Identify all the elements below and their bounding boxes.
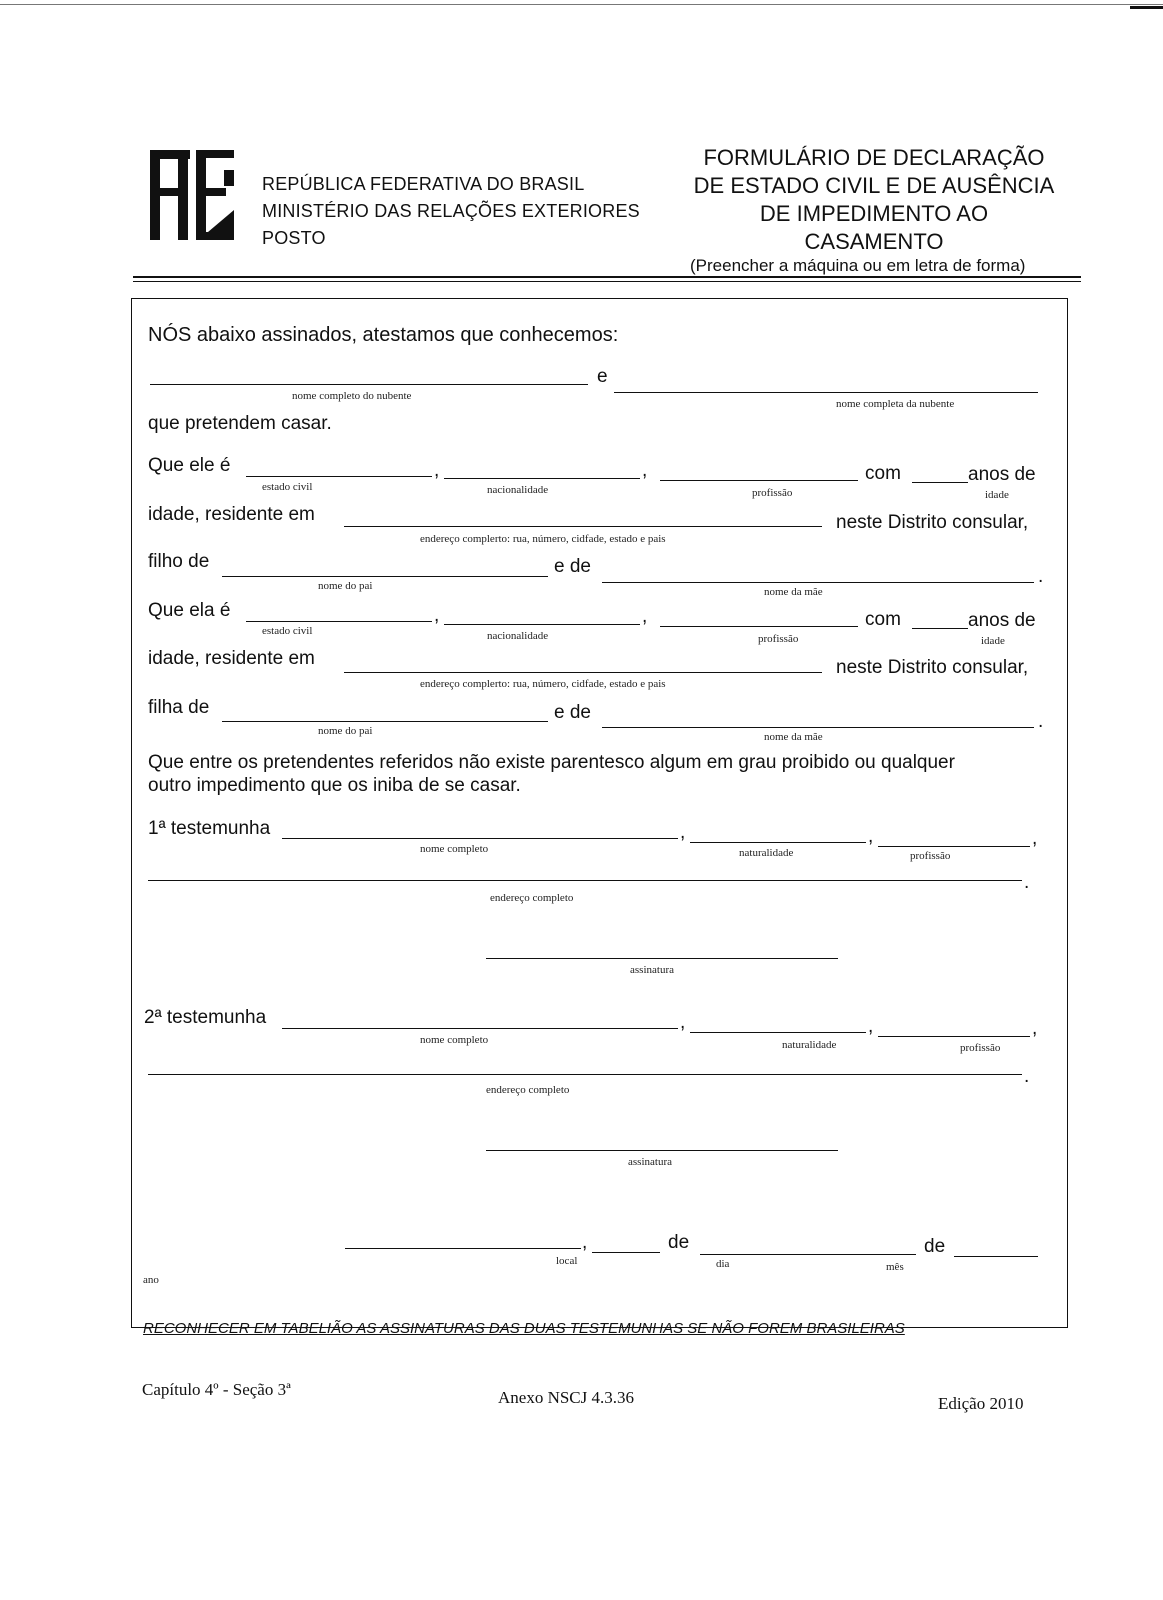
ae-logo-icon [150,150,236,242]
she-anos-de: anos de [968,610,1036,631]
witness1-label: 1ª testemunha [148,818,271,839]
date-year-line[interactable] [954,1256,1038,1257]
he-cap-nat: nacionalidade [487,484,549,496]
she-civil-line[interactable] [246,621,432,622]
cap-ano: ano [143,1274,159,1286]
he-nationality-line[interactable] [444,478,640,479]
she-filiation: filha de [148,697,210,718]
witness1-cap-name: nome completo [420,843,489,855]
witness2-nat-line[interactable] [690,1032,866,1033]
she-address-line[interactable] [344,672,822,673]
org-line-1: REPÚBLICA FEDERATIVA DO BRASIL [262,174,585,194]
witness1-address-line[interactable] [148,880,1022,881]
he-profession-line[interactable] [660,480,858,481]
intro-text: NÓS abaixo assinados, atestamos que conhecemos: [148,324,619,346]
date-de-2: de [924,1236,946,1257]
form-title [676,144,1072,256]
witness1-prof-line[interactable] [878,846,1030,847]
witness1-nat-line[interactable] [690,842,866,843]
she-nationality-line[interactable] [444,624,640,625]
page-edge [0,4,1163,5]
cap-dia: dia [716,1258,730,1270]
he-mother-line[interactable] [602,582,1034,583]
date-day-line[interactable] [592,1252,660,1253]
page-edge-mark [1130,6,1163,9]
witness2-signature-line[interactable] [486,1150,838,1151]
he-cap-civil: estado civil [262,481,313,493]
witness1-cap-address: endereço completo [490,892,574,904]
she-cap-civil: estado civil [262,625,313,637]
title-line-3: DE IMPEDIMENTO AO [759,201,989,226]
cap-groom: nome completo do nubente [292,390,412,402]
she-cap-prof: profissão [758,633,799,645]
he-civil-line[interactable] [246,476,432,477]
she-cap-idade: idade [981,635,1005,647]
she-cap-address: endereço complerto: rua, número, cidfade, estado e pais [420,678,666,690]
he-idade-residente: idade, residente em [148,504,315,525]
she-distrito: neste Distrito consular, [836,657,1029,678]
she-age-line[interactable] [912,628,968,629]
org-line-3: POSTO [262,228,326,248]
she-idade-residente: idade, residente em [148,648,315,669]
witness1-cap-nat: naturalidade [739,847,794,859]
intend-marry: que pretendem casar. [148,413,332,434]
groom-name-line[interactable] [150,384,588,385]
ae-logo [150,150,236,247]
he-label: Que ele é [148,455,231,476]
statement-line-1: Que entre os pretendentes referidos não existe parentesco algum em grau proibido ou qualquer [148,752,955,773]
witness2-cap-sign: assinatura [628,1156,672,1168]
date-de-1: de [668,1232,690,1253]
statement-line-2: outro impedimento que os iniba de se casar. [148,775,521,796]
he-com: com [865,463,901,484]
she-father-line[interactable] [222,721,548,722]
she-cap-mae: nome da mãe [764,731,823,743]
he-cap-mae: nome da mãe [764,586,823,598]
he-e-de: e de [554,556,591,577]
header-divider [133,276,1081,278]
form-frame [131,298,1068,1328]
witness2-label: 2ª testemunha [144,1007,267,1028]
org-line-2: MINISTÉRIO DAS RELAÇÕES EXTERIORES [262,201,640,221]
footer-annex: Anexo NSCJ 4.3.36 [498,1388,635,1407]
instruction-text: (Preencher a máquina ou em letra de forma) [690,256,1026,275]
witness1-cap-prof: profissão [910,850,951,862]
she-mother-line[interactable] [602,727,1034,728]
witness2-prof-line[interactable] [878,1036,1030,1037]
he-father-line[interactable] [222,576,548,577]
witness2-cap-address: endereço completo [486,1084,570,1096]
cap-mes: mês [886,1261,904,1273]
he-anos-de: anos de [968,464,1036,485]
notice-text: RECONHECER EM TABELIÃO AS ASSINATURAS DAS DUAS TESTEMUNHAS SE NÃO FOREM BRASILEIRAS [143,1320,905,1337]
footer-chapter: Capítulo 4º - Seção 3ª [142,1380,291,1399]
date-month-line[interactable] [700,1254,916,1255]
she-label: Que ela é [148,600,231,621]
bride-name-line[interactable] [614,392,1038,393]
cap-bride: nome completa da nubente [836,398,955,410]
he-cap-pai: nome do pai [318,580,373,592]
he-distrito: neste Distrito consular, [836,512,1029,533]
she-com: com [865,609,901,630]
she-cap-pai: nome do pai [318,725,373,737]
witness2-address-line[interactable] [148,1074,1022,1075]
he-cap-address: endereço complerto: rua, número, cidfade, estado e pais [420,533,666,545]
he-filiation: filho de [148,551,210,572]
witness1-cap-sign: assinatura [630,964,674,976]
she-profession-line[interactable] [660,626,858,627]
he-age-line[interactable] [912,482,968,483]
footer-edition: Edição 2010 [938,1394,1024,1413]
cap-local: local [556,1255,578,1267]
he-address-line[interactable] [344,526,822,527]
witness2-name-line[interactable] [282,1028,678,1029]
she-e-de: e de [554,702,591,723]
he-cap-prof: profissão [752,487,793,499]
witness2-cap-prof: profissão [960,1042,1001,1054]
header-divider-thin [133,281,1081,282]
date-local-line[interactable] [345,1248,581,1249]
title-line-4: CASAMENTO [804,229,944,254]
and-word: e [597,366,608,387]
title-line-2: DE ESTADO CIVIL E DE AUSÊNCIA [693,173,1055,198]
witness2-cap-name: nome completo [420,1034,489,1046]
he-cap-idade: idade [985,489,1009,501]
she-cap-nat: nacionalidade [487,630,549,642]
witness1-name-line[interactable] [282,838,678,839]
witness1-signature-line[interactable] [486,958,838,959]
witness2-cap-nat: naturalidade [782,1039,837,1051]
title-line-1: FORMULÁRIO DE DECLARAÇÃO [703,145,1045,170]
